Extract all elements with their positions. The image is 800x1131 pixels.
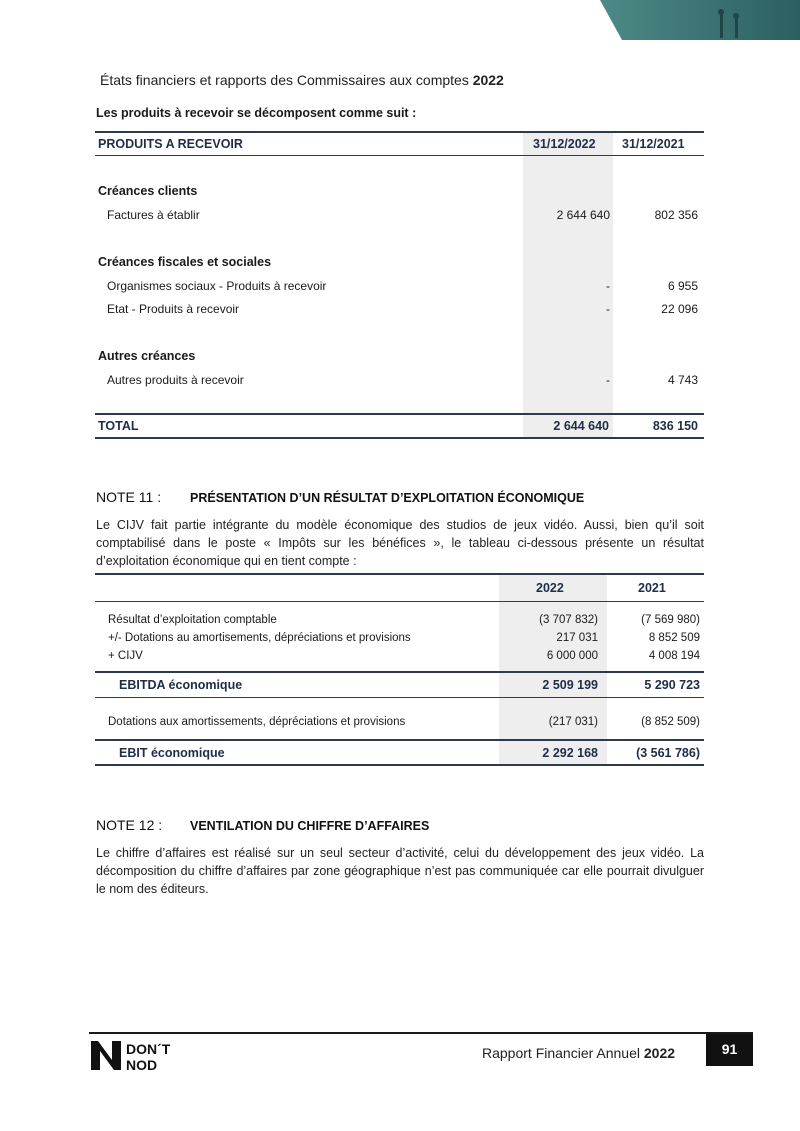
row-value-2021: (8 852 509) [641,716,700,728]
table-row [95,279,704,297]
column-header-label: PRODUITS A RECEVOIR [98,137,243,151]
row-value-2022: - [606,373,610,387]
row-value-2022: 2 644 640 [556,208,610,222]
row-value-2021: 22 096 [661,302,698,316]
column-header-2021: 31/12/2021 [622,137,685,151]
column-header-2022: 2022 [536,581,564,595]
header-title: États financiers et rapports des Commissaires aux comptes [100,72,469,88]
table-top-rule [95,573,704,575]
note-title: VENTILATION DU CHIFFRE D’AFFAIRES [190,819,430,833]
row-value-2022: - [606,279,610,293]
row-value-2022: 6 000 000 [546,650,598,662]
row-value-2021: 4 743 [667,373,698,387]
total-label: TOTAL [98,419,139,433]
total-top-rule [95,413,704,415]
row-value-2022: 2 509 199 [542,678,598,692]
header-corner-image [600,0,800,40]
row-label: Organismes sociaux - Produits à recevoir [107,279,327,293]
column-header-2022: 31/12/2022 [533,137,596,151]
produits-a-recevoir-table [95,131,704,439]
note-12-paragraph: Le chiffre d’affaires est réalisé sur un seul secteur d’activité, celui du développement des jeux vidéo. La décomposition du chiffre d’affaires par zone géographique n’est pas communiquée car elle pourrait divulguer le nom des éditeurs. [96,846,704,896]
ebitda-table [95,573,704,766]
row-value-2021: (7 569 980) [641,614,700,626]
footer-rule [89,1032,753,1034]
logo-line-1: DON´T [126,1041,171,1057]
total-bottom-rule [95,437,704,439]
column-header-2021: 2021 [638,581,666,595]
row-label: Etat - Produits à recevoir [107,302,240,316]
header-rule [95,601,704,602]
total-value-2021: 836 150 [652,419,698,433]
row-label: +/- Dotations au amortisements, dépréciations et provisions [108,632,411,644]
row-value-2021: 802 356 [654,208,698,222]
header-rule [95,155,704,156]
footer-report-title [482,1045,675,1061]
note-title: PRÉSENTATION D’UN RÉSULTAT D’EXPLOITATION ÉCONOMIQUE [190,491,585,505]
row-label: Factures à établir [107,208,200,222]
ebitda-top-rule [95,671,704,673]
row-label: Autres produits à recevoir [107,373,244,387]
ebitda-bottom-rule [95,697,704,698]
section-title: Autres créances [98,349,196,363]
note-12-heading [96,817,430,833]
row-label: EBITDA économique [119,678,243,692]
row-label: Dotations aux amortissements, dépréciations et provisions [108,716,406,728]
table-row [95,373,704,391]
note-11-paragraph: Le CIJV fait partie intégrante du modèle économique des studios de jeux vidéo. Aussi, bien qu’il soit comptabilisé dans le poste « Impôts sur les bénéfices », le tableau ci-dessous présente un résultat d’exploitation économique qui en tient compte : [96,518,704,568]
report-label: Rapport Financier Annuel [482,1045,640,1061]
note-number: NOTE 11 : [96,489,162,505]
dont-nod-logo-mark [89,1039,189,1073]
row-label: EBIT économique [119,746,225,760]
report-year: 2022 [643,1045,676,1061]
table-top-rule [95,131,704,133]
row-value-2022: (217 031) [548,716,598,728]
row-value-2022: 2 292 168 [542,746,598,760]
row-value-2021: (3 561 786) [636,746,700,760]
row-value-2022: 217 031 [556,632,598,644]
section-title: Créances clients [98,184,198,198]
document-header [100,72,504,88]
row-value-2022: (3 707 832) [539,614,598,626]
row-value-2021: 8 852 509 [648,632,700,644]
note-number: NOTE 12 : [96,817,163,833]
page-number: 91 [706,1034,753,1066]
row-label: Résultat d’exploitation comptable [108,614,277,626]
row-label: + CIJV [108,650,143,662]
total-value-2022: 2 644 640 [553,419,609,433]
dont-nod-logo [89,1039,189,1078]
ebit-top-rule [95,739,704,741]
row-value-2021: 6 955 [667,279,698,293]
note-11-heading [96,489,585,505]
row-value-2022: - [606,302,610,316]
row-value-2021: 4 008 194 [648,650,700,662]
ebit-bottom-rule [95,764,704,766]
section-title: Créances fiscales et sociales [98,255,272,269]
logo-line-2: NOD [126,1057,158,1073]
table-row [95,208,704,226]
header-year: 2022 [472,72,504,88]
table-row [95,302,704,320]
intro-text: Les produits à recevoir se décomposent comme suit : [96,106,417,120]
row-value-2021: 5 290 723 [644,678,700,692]
